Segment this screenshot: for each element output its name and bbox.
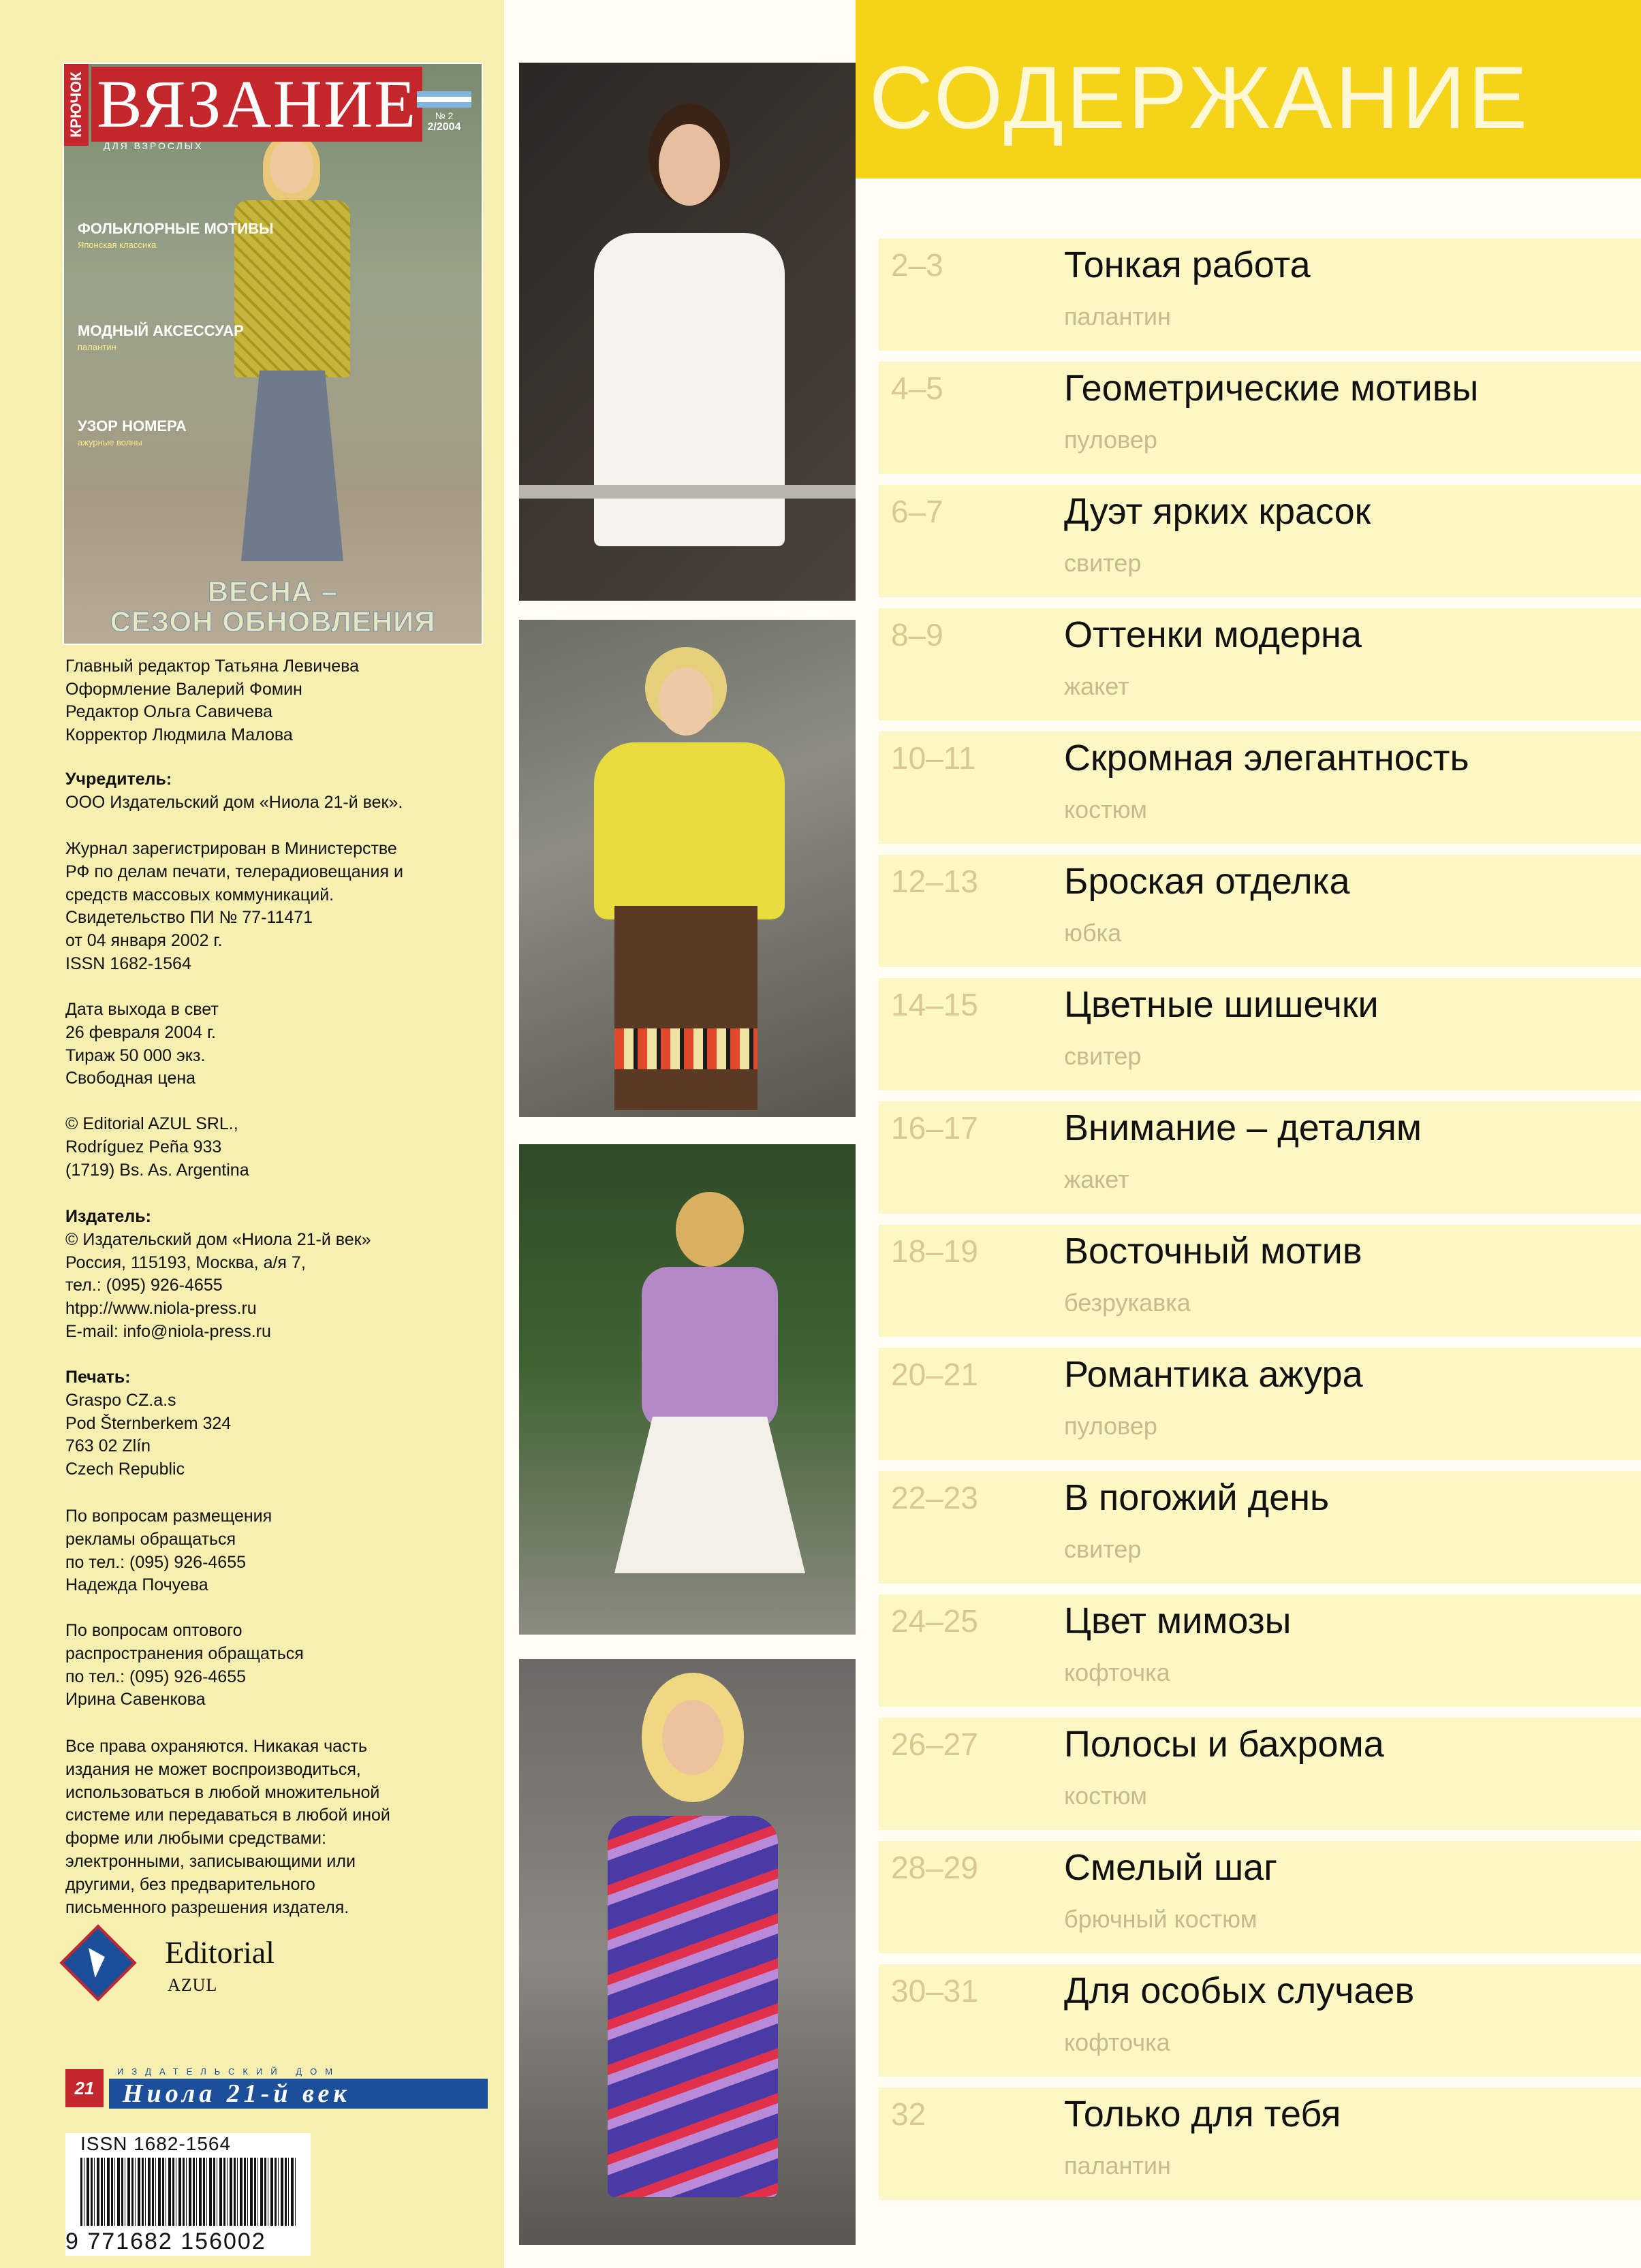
niola-mark-icon: 21 [65, 2069, 104, 2107]
toc-item[interactable] [879, 608, 1641, 721]
toc-item[interactable] [879, 362, 1641, 474]
toc-item-subtitle: брючный костюм [1064, 1905, 1257, 1933]
toc-item-pages: 24–25 [891, 1603, 978, 1639]
founder-block [65, 768, 501, 815]
photo-yellow-shawl [519, 620, 856, 1117]
toc-item-title: Для особых случаев [1064, 1970, 1415, 2011]
credits-block [65, 655, 488, 746]
toc-item-pages: 4–5 [891, 371, 943, 406]
toc-item-subtitle: жакет [1064, 672, 1129, 700]
cover-masthead: ВЯЗАНИЕ [91, 67, 422, 142]
toc-item-title: Внимание – деталям [1064, 1107, 1422, 1148]
toc-item-title: Только для тебя [1064, 2094, 1341, 2135]
toc-item-subtitle: свитер [1064, 549, 1142, 577]
toc-item-title: Полосы и бахрома [1064, 1724, 1384, 1765]
toc-item-title: Цвет мимозы [1064, 1601, 1292, 1641]
toc-item-pages: 2–3 [891, 247, 943, 283]
cover-masthead-sub: ДЛЯ ВЗРОСЛЫХ [104, 140, 204, 151]
toc-item-subtitle: жакет [1064, 1165, 1129, 1193]
toc-item-pages: 26–27 [891, 1727, 978, 1762]
photo-white-pullover [519, 63, 856, 601]
toc-item-pages: 6–7 [891, 494, 943, 529]
release-block: Дата выхода в свет 26 февраля 2004 г. Тираж 50 000 экз. Свободная цена [65, 1000, 219, 1088]
cover-teaser: ФОЛЬКЛОРНЫЕ МОТИВЫ Японская классика [78, 220, 274, 250]
toc-item-subtitle: кофточка [1064, 2028, 1170, 2056]
publisher-email: E-mail: info@niola-press.ru [65, 1321, 271, 1341]
toc-item-subtitle: юбка [1064, 919, 1122, 947]
toc-item-subtitle: палантин [1064, 302, 1171, 330]
ads-contact-block: По вопросам размещения рекламы обращаться по тел.: (095) 926-4655 Надежда Почуева [65, 1507, 272, 1595]
cover-issue-date: 2/2004 [427, 121, 461, 133]
toc-item[interactable] [879, 1348, 1641, 1460]
toc-item-pages: 12–13 [891, 864, 978, 899]
barcode-issn: ISSN 1682-1564 [80, 2133, 232, 2154]
photo-striped-suit [519, 1659, 856, 2245]
credit-line: Главный редактор Татьяна Левичева [65, 657, 360, 676]
toc-item-subtitle: пуловер [1064, 1412, 1157, 1440]
cover-issue-badge [415, 91, 473, 133]
copyright-block: © Editorial AZUL SRL., Rodríguez Peña 933 (1719) Bs. As. Argentina [65, 1114, 249, 1180]
toc-item[interactable] [879, 485, 1641, 597]
toc-title: СОДЕРЖАНИЕ [869, 48, 1531, 147]
toc-item-subtitle: костюм [1064, 796, 1148, 823]
toc-item-title: Броская отделка [1064, 861, 1350, 902]
toc-item[interactable] [879, 2088, 1641, 2200]
rights-block: Все права охраняются. Никакая часть издания не может воспроизводиться, использоваться в любой множительной системе или передаваться в любой иной форме или любыми средствами: электронными, записывающими или другими, без предварительного письменного разрешения издателя. [65, 1737, 390, 1917]
cover-thumbnail [63, 63, 483, 645]
toc-item-subtitle: пуловер [1064, 426, 1157, 454]
credit-line: Редактор Ольга Савичева [65, 702, 273, 722]
toc-item-pages: 8–9 [891, 617, 943, 652]
toc-item-pages: 30–31 [891, 1973, 978, 2009]
toc-item[interactable] [879, 1718, 1641, 1830]
registration-block: Журнал зарегистрирован в Министерстве РФ по делам печати, телерадиовещания и средств массовых коммуникаций. Свидетельство ПИ № 77-11471 от 04 января 2002 г. ISSN 1682-1564 [65, 839, 403, 973]
toc-item-subtitle: безрукавка [1064, 1289, 1191, 1317]
toc-item-title: Скромная элегантность [1064, 738, 1469, 778]
toc-item-title: Дуэт ярких красок [1064, 491, 1371, 532]
toc-item-title: Тонкая работа [1064, 245, 1311, 285]
publisher-block: Издатель: © Издательский дом «Ниола 21-й век» Россия, 115193, Москва, а/я 7, тел.: (095) 926-4655 htpp://www.niola-press.ru E-mail: info@niola-press.ru [65, 1206, 501, 1344]
printing-block: Печать: Graspo CZ.a.s Pod Šternberkem 324 763 02 Zlín Czech Republic [65, 1366, 501, 1481]
toc-item-subtitle: палантин [1064, 2152, 1171, 2179]
editorial-azul-logo: Editorial AZUL [65, 1930, 270, 2005]
toc-item[interactable] [879, 1964, 1641, 2077]
toc-item-pages: 28–29 [891, 1850, 978, 1885]
toc-item-pages: 22–23 [891, 1480, 978, 1515]
printing-heading: Печать: [65, 1368, 131, 1387]
wholesale-contact-block: По вопросам оптового распространения обращаться по тел.: (095) 926-4655 Ирина Савенкова [65, 1621, 304, 1710]
toc-item-subtitle: костюм [1064, 1782, 1148, 1810]
toc-item-pages: 32 [891, 2096, 926, 2132]
publisher-heading: Издатель: [65, 1207, 151, 1226]
toc-item-title: Геометрические мотивы [1064, 368, 1479, 409]
photo-lilac-sweater [519, 1144, 856, 1635]
cover-teaser: МОДНЫЙ АКСЕССУАР палантин [78, 322, 244, 352]
toc-item-subtitle: свитер [1064, 1535, 1142, 1563]
niola-logo: 21 ИЗДАТЕЛЬСКИЙ ДОМ Ниола 21-й век [65, 2064, 488, 2111]
cover-model-image [214, 139, 371, 575]
barcode-icon [80, 2158, 296, 2226]
barcode-digits: 9 771682 156002 [65, 2228, 266, 2254]
cover-issue-label: № 2 [435, 110, 454, 121]
toc-item[interactable] [879, 1471, 1641, 1584]
toc-item[interactable] [879, 1101, 1641, 1214]
founder-heading: Учредитель: [65, 770, 172, 789]
toc-item-pages: 16–17 [891, 1110, 978, 1146]
toc-item-title: В погожий день [1064, 1477, 1330, 1518]
toc-item-title: Смелый шаг [1064, 1847, 1277, 1888]
toc-item-title: Цветные шишечки [1064, 984, 1379, 1025]
publisher-website: htpp://www.niola-press.ru [65, 1299, 257, 1319]
toc-item-title: Оттенки модерна [1064, 614, 1362, 655]
flag-icon [417, 91, 471, 108]
toc-item-pages: 18–19 [891, 1233, 978, 1269]
toc-item-pages: 14–15 [891, 987, 978, 1022]
toc-item-pages: 20–21 [891, 1357, 978, 1392]
cover-teaser: УЗОР НОМЕРА ажурные волны [78, 418, 187, 447]
toc-item-subtitle: кофточка [1064, 1658, 1170, 1686]
founder-text: ООО Издательский дом «Ниола 21-й век». [65, 792, 403, 812]
toc-item[interactable] [879, 238, 1641, 351]
toc-item-subtitle: свитер [1064, 1042, 1142, 1070]
credit-line: Оформление Валерий Фомин [65, 679, 302, 699]
toc-item[interactable] [879, 1594, 1641, 1707]
toc-item[interactable] [879, 978, 1641, 1090]
barcode [65, 2133, 311, 2256]
toc-item[interactable] [879, 1225, 1641, 1337]
toc-item-title: Восточный мотив [1064, 1231, 1362, 1272]
cover-slogan: ВЕСНА – СЕЗОН ОБНОВЛЕНИЯ [110, 576, 436, 637]
cover-crochet-label: КРЮЧОК [64, 64, 89, 146]
toc-title-band [856, 0, 1641, 178]
credit-line: Корректор Людмила Малова [65, 725, 293, 744]
toc-item[interactable] [879, 1841, 1641, 1953]
toc-item[interactable] [879, 855, 1641, 967]
toc-item-pages: 10–11 [891, 740, 976, 776]
toc-item[interactable] [879, 731, 1641, 844]
toc-item-title: Романтика ажура [1064, 1354, 1363, 1395]
